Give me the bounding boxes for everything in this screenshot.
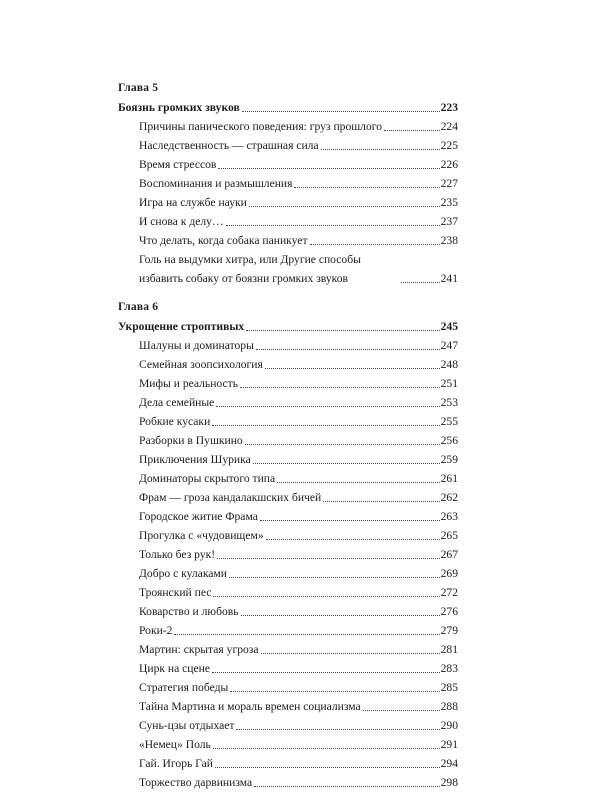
chapter-label: Глава 6 bbox=[118, 301, 159, 313]
page-number: 291 bbox=[440, 738, 458, 751]
section-title: Семейная зоопсихология bbox=[139, 358, 263, 371]
dot-leader bbox=[256, 349, 440, 350]
page-number: 261 bbox=[440, 472, 458, 485]
section-entry[interactable] bbox=[118, 431, 458, 450]
dot-leader bbox=[363, 710, 440, 711]
chapter-block bbox=[118, 298, 458, 792]
page-number: 262 bbox=[440, 491, 458, 504]
page-number: 247 bbox=[440, 339, 458, 352]
section-entry[interactable] bbox=[118, 174, 458, 193]
dot-leader bbox=[246, 330, 439, 331]
section-entry[interactable] bbox=[118, 469, 458, 488]
section-title: Доминаторы скрытого типа bbox=[139, 472, 276, 485]
dot-leader bbox=[174, 634, 439, 635]
chapter-title-entry[interactable] bbox=[118, 98, 458, 117]
section-entry[interactable] bbox=[118, 155, 458, 174]
dot-leader bbox=[277, 482, 439, 483]
chapter-label: Глава 5 bbox=[118, 82, 159, 94]
section-title: Разборки в Пушкино bbox=[139, 434, 243, 447]
page-number: 238 bbox=[440, 234, 458, 247]
page-number: 223 bbox=[440, 101, 458, 114]
dot-leader bbox=[265, 368, 440, 369]
section-entry[interactable] bbox=[118, 450, 458, 469]
dot-leader bbox=[321, 149, 440, 150]
page-number: 241 bbox=[440, 272, 458, 285]
page-number: 225 bbox=[440, 139, 458, 152]
dot-leader bbox=[229, 577, 440, 578]
section-entry[interactable] bbox=[118, 697, 458, 716]
dot-leader bbox=[260, 520, 440, 521]
section-title: Голь на выдумки хитра, или Другие способы избавить собаку от боязни громких звуков bbox=[139, 253, 361, 285]
section-entry[interactable] bbox=[118, 602, 458, 621]
page-number: 265 bbox=[440, 529, 458, 542]
section-title: Тайна Мартина и мораль времен социализма bbox=[139, 700, 361, 713]
dot-leader bbox=[310, 244, 440, 245]
section-entry[interactable] bbox=[118, 212, 458, 231]
page-number: 269 bbox=[440, 567, 458, 580]
section-entry[interactable] bbox=[118, 117, 458, 136]
dot-leader bbox=[230, 691, 439, 692]
page-number: 237 bbox=[440, 215, 458, 228]
section-title: Только без рук! bbox=[139, 548, 216, 561]
dot-leader bbox=[241, 615, 440, 616]
section-title: Робкие кусаки bbox=[139, 415, 211, 428]
dot-leader bbox=[323, 501, 439, 502]
section-entry[interactable] bbox=[118, 754, 458, 773]
dot-leader bbox=[254, 786, 439, 787]
page-number: 224 bbox=[440, 120, 458, 133]
dot-leader bbox=[216, 406, 439, 407]
page-number: 227 bbox=[440, 177, 458, 190]
section-entry[interactable] bbox=[118, 545, 458, 564]
section-title: «Немец» Поль bbox=[139, 738, 211, 751]
page-number: 259 bbox=[440, 453, 458, 466]
section-title: Фрам — гроза кандалакшских бичей bbox=[139, 491, 322, 504]
page-number: 294 bbox=[440, 757, 458, 770]
section-title: Игра на службе науки bbox=[139, 196, 247, 209]
dot-leader bbox=[266, 539, 440, 540]
page-number: 245 bbox=[440, 320, 458, 333]
section-title: Торжество дарвинизма bbox=[139, 776, 253, 789]
section-entry[interactable] bbox=[118, 488, 458, 507]
section-title: Добро с кулаками bbox=[139, 567, 227, 580]
dot-leader bbox=[212, 672, 440, 673]
section-title: Мартин: скрытая угроза bbox=[139, 643, 259, 656]
section-title: Что делать, когда собака паникует bbox=[139, 234, 308, 247]
section-entry[interactable] bbox=[118, 716, 458, 735]
page-number: 226 bbox=[440, 158, 458, 171]
dot-leader bbox=[212, 425, 439, 426]
dot-leader bbox=[226, 225, 440, 226]
section-title: Городское житие Фрама bbox=[139, 510, 258, 523]
page-number: 255 bbox=[440, 415, 458, 428]
page-number: 235 bbox=[440, 196, 458, 209]
section-entry[interactable] bbox=[118, 526, 458, 545]
dot-leader bbox=[213, 596, 439, 597]
page-number: 290 bbox=[440, 719, 458, 732]
chapter-title: Укрощение строптивых bbox=[118, 320, 245, 333]
page-number: 267 bbox=[440, 548, 458, 561]
chapter-title: Боязнь громких звуков bbox=[118, 101, 240, 114]
dot-leader bbox=[242, 111, 440, 112]
section-entry[interactable] bbox=[118, 583, 458, 602]
section-entry[interactable] bbox=[118, 640, 458, 659]
dot-leader bbox=[294, 187, 439, 188]
dot-leader bbox=[213, 748, 440, 749]
section-title: Наследственность — страшная сила bbox=[139, 139, 319, 152]
section-title: Сунь-цзы отдыхает bbox=[139, 719, 235, 732]
section-entry[interactable] bbox=[118, 678, 458, 697]
page-number: 288 bbox=[440, 700, 458, 713]
section-entry[interactable] bbox=[118, 250, 458, 288]
section-title: Приключения Шурика bbox=[139, 453, 251, 466]
page-number: 251 bbox=[440, 377, 458, 390]
section-entry[interactable] bbox=[118, 621, 458, 640]
page-number: 248 bbox=[440, 358, 458, 371]
section-title: Мифы и реальность bbox=[139, 377, 239, 390]
section-entry[interactable] bbox=[118, 393, 458, 412]
page-number: 281 bbox=[440, 643, 458, 656]
section-title: Прогулка с «чудовищем» bbox=[139, 529, 264, 542]
section-title: Причины панического поведения: груз прошлого bbox=[139, 120, 383, 133]
dot-leader bbox=[215, 767, 440, 768]
section-entry[interactable] bbox=[118, 193, 458, 212]
section-entry[interactable] bbox=[118, 374, 458, 393]
dot-leader bbox=[245, 444, 440, 445]
section-title: Дела семейные bbox=[139, 396, 215, 409]
chapter-title-entry[interactable] bbox=[118, 317, 458, 336]
dot-leader bbox=[253, 463, 440, 464]
dot-leader bbox=[236, 729, 439, 730]
section-entry[interactable] bbox=[118, 735, 458, 754]
table-of-contents bbox=[118, 79, 458, 792]
section-title: Шалуны и доминаторы bbox=[139, 339, 254, 352]
section-title: Гай. Игорь Гай bbox=[139, 757, 213, 770]
page-number: 272 bbox=[440, 586, 458, 599]
chapter-block bbox=[118, 79, 458, 288]
section-entry[interactable] bbox=[118, 564, 458, 583]
section-entry[interactable] bbox=[118, 659, 458, 678]
page-number: 283 bbox=[440, 662, 458, 675]
dot-leader bbox=[401, 282, 440, 283]
page-number: 276 bbox=[440, 605, 458, 618]
section-entry[interactable] bbox=[118, 231, 458, 250]
section-title: Воспоминания и размышления bbox=[139, 177, 293, 190]
dot-leader bbox=[218, 168, 439, 169]
section-title: Цирк на сцене bbox=[139, 662, 211, 675]
section-entry[interactable] bbox=[118, 773, 458, 792]
section-title: Троянский пес bbox=[139, 586, 212, 599]
page-number: 298 bbox=[440, 776, 458, 789]
page-number: 279 bbox=[440, 624, 458, 637]
section-entry[interactable] bbox=[118, 336, 458, 355]
dot-leader bbox=[261, 653, 440, 654]
section-entry[interactable] bbox=[118, 355, 458, 374]
section-entry[interactable] bbox=[118, 412, 458, 431]
page-number: 253 bbox=[440, 396, 458, 409]
section-title: И снова к делу… bbox=[139, 215, 224, 228]
dot-leader bbox=[240, 387, 440, 388]
page-number: 256 bbox=[440, 434, 458, 447]
section-title: Коварство и любовь bbox=[139, 605, 239, 618]
page-number: 285 bbox=[440, 681, 458, 694]
section-title: Время стрессов bbox=[139, 158, 217, 171]
dot-leader bbox=[249, 206, 440, 207]
section-title: Роки-2 bbox=[139, 624, 173, 637]
page-number: 263 bbox=[440, 510, 458, 523]
section-entry[interactable] bbox=[118, 507, 458, 526]
dot-leader bbox=[217, 558, 439, 559]
section-entry[interactable] bbox=[118, 136, 458, 155]
dot-leader bbox=[384, 130, 440, 131]
section-title: Стратегия победы bbox=[139, 681, 229, 694]
